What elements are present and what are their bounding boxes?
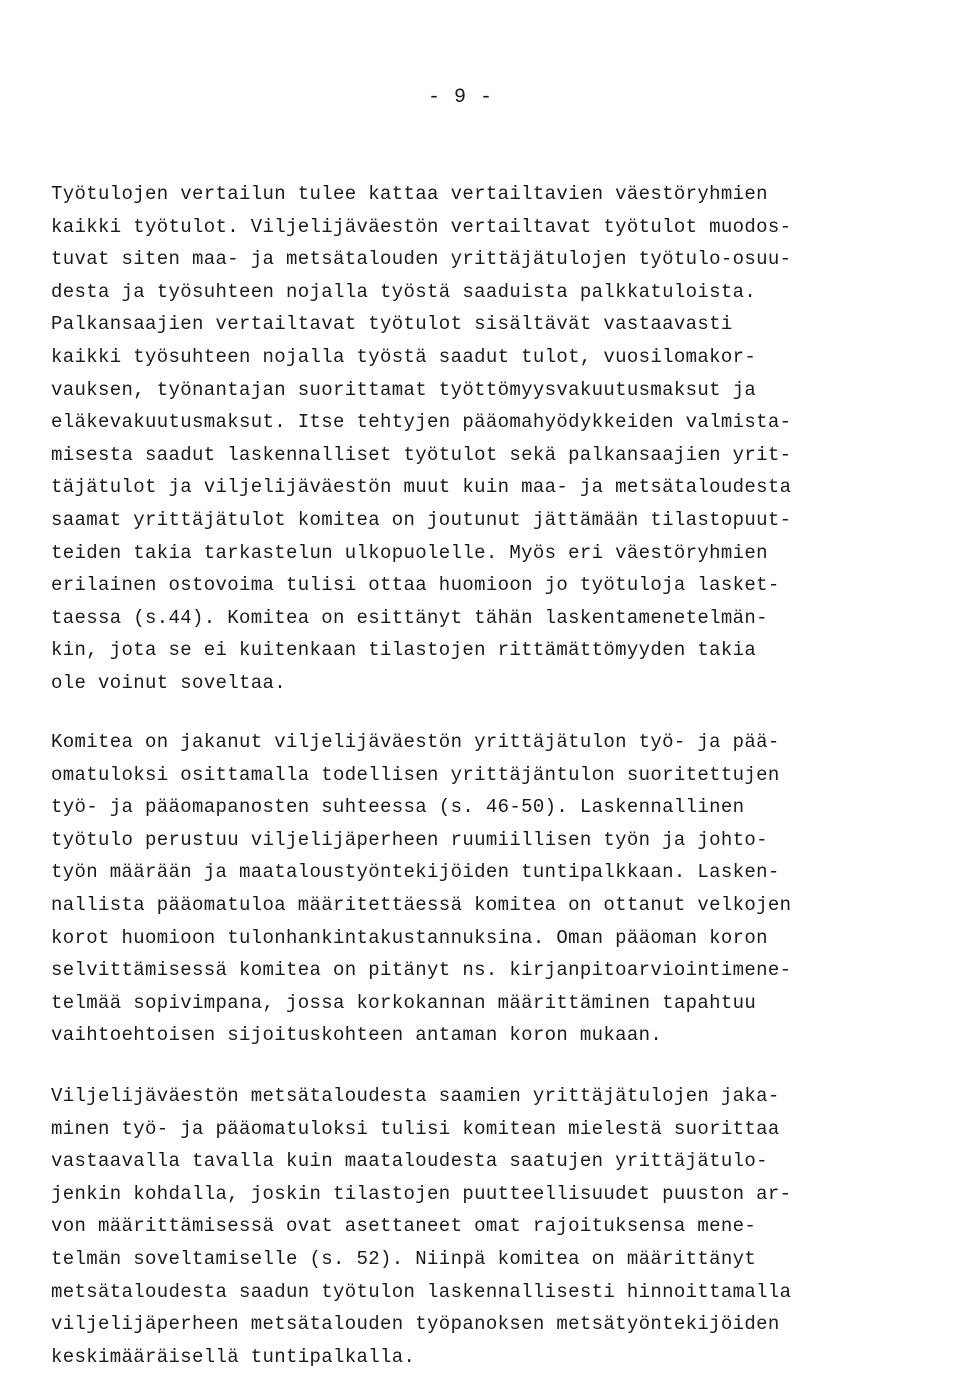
text-line: taessa (s.44). Komitea on esittänyt tähän laskentamenetelmän- [51, 606, 768, 629]
paragraph-income-comparison [51, 178, 871, 700]
text-line: Työtulojen vertailun tulee kattaa vertailtavien väestöryhmien [51, 183, 768, 205]
text-line: Palkansaajien vertailtavat työtulot sisältävät vastaavasti [51, 313, 733, 336]
text-line: desta ja työsuhteen nojalla työstä saaduista palkkatuloista. [51, 280, 757, 303]
text-line: minen työ- ja pääomatuloksi tulisi komitean mielestä suorittaa [51, 1117, 780, 1140]
text-line: keskimääräisellä tuntipalkalla. [51, 1345, 416, 1368]
text-line: erilainen ostovoima tulisi ottaa huomioon jo työtuloja lasket- [51, 574, 780, 597]
text-line: jenkin kohdalla, joskin tilastojen puutteellisuudet puuston ar- [51, 1182, 792, 1205]
text-line: omatuloksi osittamalla todellisen yrittäjäntulon suoritettujen [51, 763, 780, 786]
text-line: eläkevakuutusmaksut. Itse tehtyjen pääomahyödykkeiden valmista- [51, 411, 792, 434]
text-line: teiden takia tarkastelun ulkopuolelle. Myös eri väestöryhmien [51, 541, 768, 564]
text-line: selvittämisessä komitea on pitänyt ns. kirjanpitoarviointimene- [51, 959, 792, 982]
text-line: työtulo perustuu viljelijäperheen ruumiillisen työn ja johto- [51, 828, 768, 851]
text-line: metsätaloudesta saadun työtulon laskennallisesti hinnoittamalla [51, 1280, 792, 1303]
text-line: vastaavalla tavalla kuin maataloudesta saatujen yrittäjätulo- [51, 1150, 768, 1173]
page-number: - 9 - [428, 86, 494, 109]
text-line: viljelijäperheen metsätalouden työpanoksen metsätyöntekijöiden [51, 1313, 780, 1336]
text-line: kin, jota se ei kuitenkaan tilastojen rittämättömyyden takia [51, 639, 757, 662]
text-line: misesta saadut laskennalliset työtulot sekä palkansaajien yrit- [51, 443, 792, 466]
text-line: työn määrään ja maataloustyöntekijöiden tuntipalkkaan. Lasken- [51, 861, 780, 884]
text-line: telmän soveltamiselle (s. 52). Niinpä komitea on määrittänyt [51, 1247, 757, 1270]
text-line: korot huomioon tulonhankintakustannuksina. Oman pääoman koron [51, 926, 768, 949]
text-line: Viljelijäväestön metsätaloudesta saamien yrittäjätulojen jaka- [51, 1085, 780, 1107]
text-line: kaikki työtulot. Viljelijäväestön vertailtavat työtulot muodos- [51, 215, 792, 238]
text-line: työ- ja pääomapanosten suhteessa (s. 46-50). Laskennallinen [51, 796, 745, 819]
paragraph-forestry-income-split [51, 1080, 871, 1373]
text-line: telmää sopivimpana, jossa korkokannan määrittäminen tapahtuu [51, 991, 757, 1014]
text-line: vauksen, työnantajan suorittamat työttömyysvakuutusmaksut ja [51, 378, 757, 401]
paragraph-agricultural-income-split [51, 726, 871, 1052]
text-line: ole voinut soveltaa. [51, 671, 287, 694]
text-line: kaikki työsuhteen nojalla työstä saadut tulot, vuosilomakor- [51, 345, 757, 368]
text-line: von määrittämisessä ovat asettaneet omat rajoituksensa mene- [51, 1215, 757, 1238]
text-line: saamat yrittäjätulot komitea on joutunut jättämään tilastopuut- [51, 508, 792, 531]
text-line: Komitea on jakanut viljelijäväestön yrittäjätulon työ- ja pää- [51, 731, 780, 753]
text-line: täjätulot ja viljelijäväestön muut kuin maa- ja metsätaloudesta [51, 476, 792, 499]
text-line: nallista pääomatuloa määritettäessä komitea on ottanut velkojen [51, 893, 792, 916]
text-line: tuvat siten maa- ja metsätalouden yrittäjätulojen työtulo-osuu- [51, 248, 792, 271]
text-line: vaihtoehtoisen sijoituskohteen antaman koron mukaan. [51, 1024, 663, 1047]
